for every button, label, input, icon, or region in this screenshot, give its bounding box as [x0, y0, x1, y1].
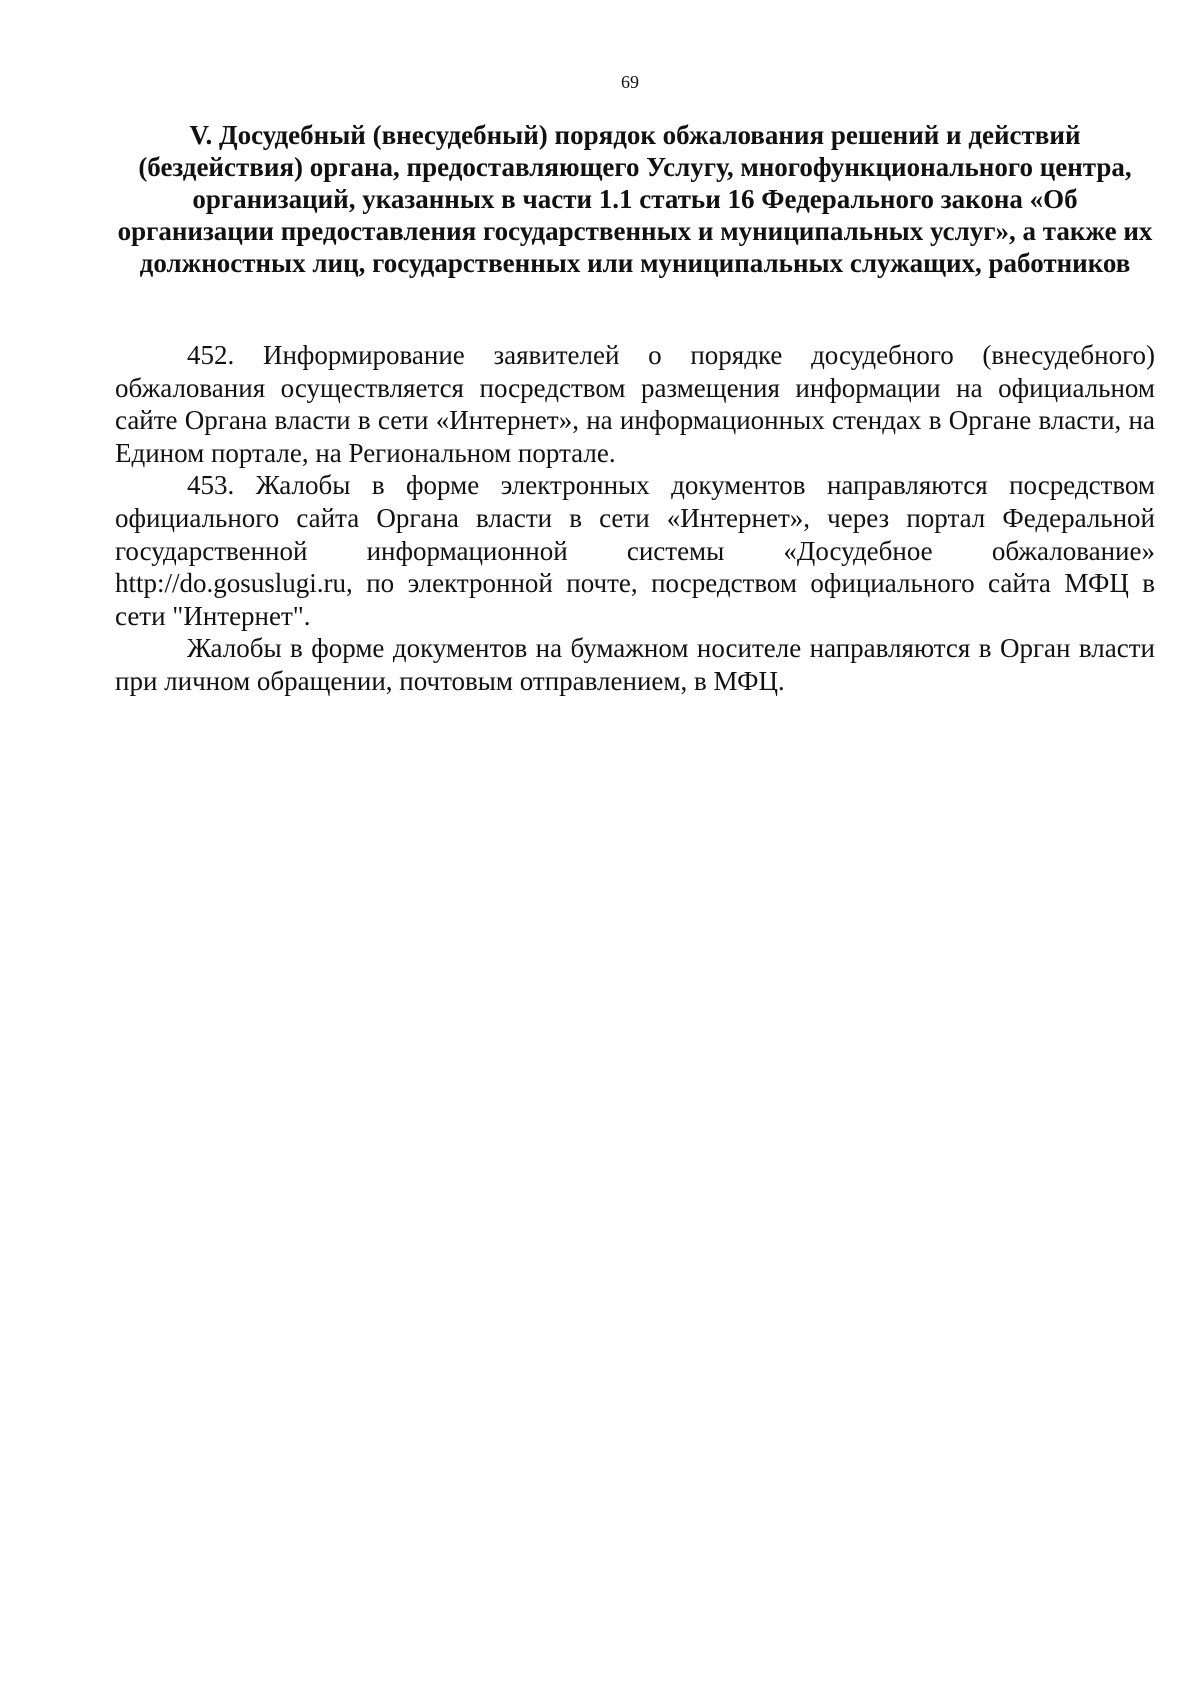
paragraph-452: 452. Информирование заявителей о порядке досудебного (внесудебного) обжалования осуществляется посредством размещения информации на официальном сайте Органа власти в сети «Интернет», на информационных стендах в Органе власти, на Едином портале, на Региональном портале.: [115, 340, 1155, 468]
paragraph-paper-complaints: Жалобы в форме документов на бумажном носителе направляются в Орган власти при личном обращении, почтовым отправлением, в МФЦ.: [115, 633, 1155, 696]
document-body: [115, 339, 1155, 698]
paragraph-453: 453. Жалобы в форме электронных документов направляются посредством официального сайта Органа власти в сети «Интернет», через портал Федеральной государственной информационной системы «Досудебное обжалование» http://do.gosuslugi.ru, по электронной почте, посредством официального сайта МФЦ в сети "Интернет".: [115, 470, 1155, 631]
page-number: 69: [621, 72, 639, 92]
section-title: V. Досудебный (внесудебный) порядок обжалования решений и действий (бездействия) органа, предоставляющего Услугу, многофункционального центра, организаций, указанных в части 1.1 статьи 16 Федерального закона «Об организации предоставления государственных и муниципальных услуг», а также их должностных лиц, государственных или муниципальных служащих, работников: [117, 120, 1153, 278]
